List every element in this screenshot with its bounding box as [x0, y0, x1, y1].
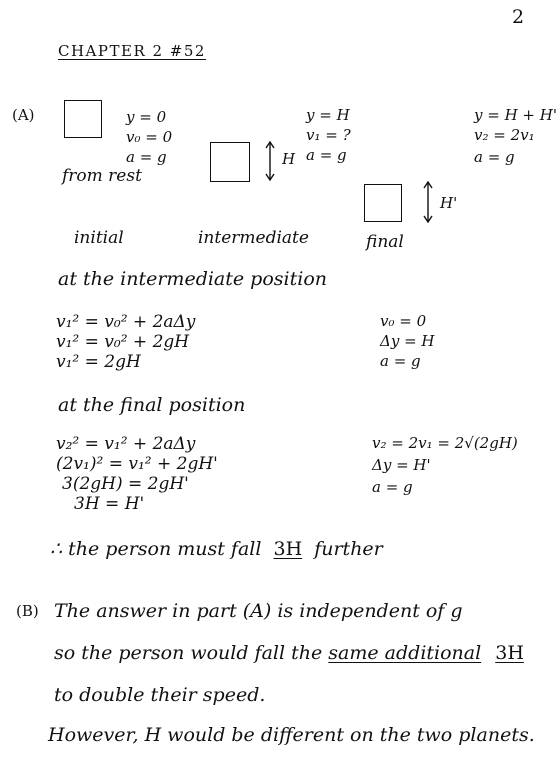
conclusion-suffix: further [314, 538, 383, 560]
part-b-line-2-prefix: so the person would fall the [54, 642, 323, 664]
section2-heading: at the final position [58, 394, 246, 416]
section1-heading: at the intermediate position [58, 268, 327, 290]
intermediate-y: y = H [306, 106, 350, 124]
page-number: 2 [512, 6, 525, 28]
final-y: y = H + H' [474, 106, 557, 124]
part-b-line-2-underlined: same additional [328, 642, 482, 664]
part-a-label: (A) [12, 106, 35, 124]
section1-given-3: a = g [380, 352, 421, 370]
section1-given-2: Δy = H [380, 332, 435, 350]
conclusion-prefix: ∴ the person must fall [50, 538, 262, 560]
section2-eq-2: (2v₁)² = v₁² + 2gH' [56, 454, 218, 474]
caption-intermediate: intermediate [198, 228, 309, 248]
section2-given-3: a = g [372, 478, 413, 496]
section1-eq-3: v₁² = 2gH [56, 352, 141, 372]
section2-eq-1: v₂² = v₁² + 2aΔy [56, 434, 196, 454]
intermediate-a: a = g [306, 146, 347, 164]
intermediate-v1: v₁ = ? [306, 126, 351, 144]
page-title: CHAPTER 2 #52 [58, 42, 206, 60]
initial-y: y = 0 [126, 108, 167, 126]
caption-final: final [366, 232, 404, 252]
part-b-label: (B) [16, 602, 39, 620]
section1-eq-2: v₁² = v₀² + 2gH [56, 332, 190, 352]
part-b-line-4: However, H would be different on the two planets. [48, 724, 535, 746]
height-H-label: H [282, 150, 296, 168]
part-b-line-2-value: 3H [495, 642, 524, 664]
caption-initial: initial [74, 228, 124, 248]
part-b-line-2 [54, 644, 524, 663]
section2-given-1: v₂ = 2v₁ = 2√(2gH) [372, 434, 518, 452]
initial-v0: v₀ = 0 [126, 128, 173, 146]
height-H-prime-label: H' [440, 194, 458, 212]
section1-eq-1: v₁² = v₀² + 2aΔy [56, 312, 196, 332]
initial-a: a = g [126, 148, 167, 166]
part-b-line-3: to double their speed. [54, 684, 266, 706]
section1-given-1: v₀ = 0 [380, 312, 427, 330]
from-rest-note: from rest [62, 166, 142, 186]
conclusion-value: 3H [273, 538, 303, 560]
conclusion [50, 540, 383, 559]
final-a: a = g [474, 148, 515, 166]
final-v2: v₂ = 2v₁ [474, 126, 535, 144]
part-b-line-1: The answer in part (A) is independent of g [54, 600, 463, 622]
section2-eq-3: 3(2gH) = 2gH' [62, 474, 189, 494]
section2-eq-4: 3H = H' [74, 494, 145, 514]
section2-given-2: Δy = H' [372, 456, 431, 474]
